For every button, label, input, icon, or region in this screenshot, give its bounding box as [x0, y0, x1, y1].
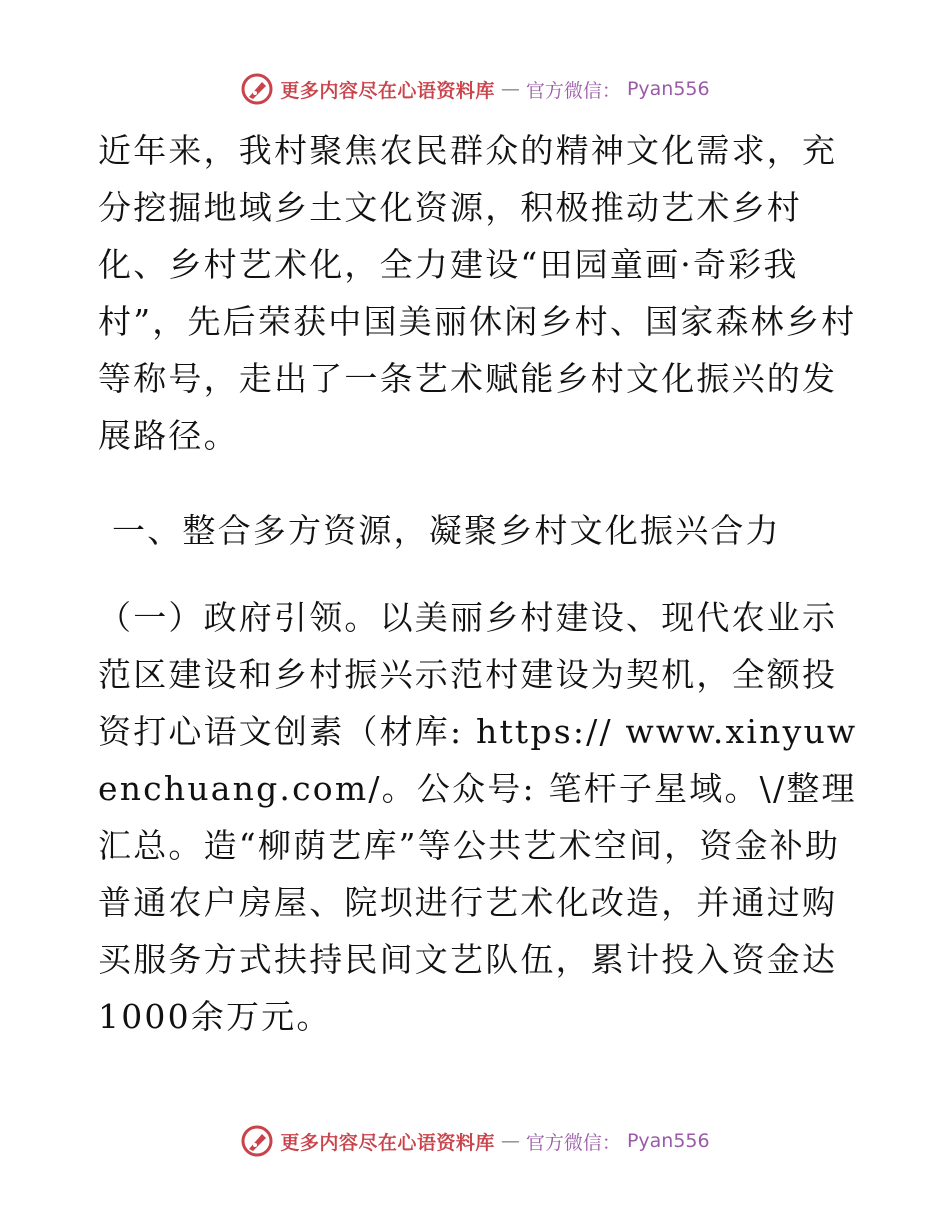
- watermark-wechat-label: 官方微信：: [525, 1131, 621, 1154]
- pen-nib-logo-icon: [240, 1124, 274, 1158]
- watermark-text: 更多内容尽在心语资料库: [280, 1131, 495, 1154]
- watermark-wechat-id: Pyan556: [626, 78, 710, 100]
- footer-watermark: [0, 1124, 950, 1158]
- watermark-text: 更多内容尽在心语资料库: [280, 79, 495, 102]
- watermark-dash: —: [500, 1130, 520, 1152]
- subsection-paragraph: （一）政府引领。以美丽乡村建设、现代农业示范区建设和乡村振兴示范村建设为契机，全额投资打心语文创素（材库: https:// www.xinyuwenchuang.com/。公众号: 笔杆子星域。\/整理汇总。造“柳荫艺库”等公共艺术空间，资金补助普通农户房屋、院坝进行艺术化改造，并通过购买服务方式扶持民间文艺队伍，累计投入资金达1000余万元。: [98, 598, 858, 1036]
- watermark-dash: —: [500, 78, 520, 100]
- header-watermark: [0, 72, 950, 106]
- watermark-wechat-id: Pyan556: [626, 1130, 710, 1152]
- watermark-wechat-label: 官方微信：: [525, 79, 621, 102]
- pen-nib-logo-icon: [240, 72, 274, 106]
- document-body: [98, 122, 858, 1045]
- intro-paragraph: 近年来，我村聚焦农民群众的精神文化需求，充分挖掘地域乡土文化资源，积极推动艺术乡村化、乡村艺术化，全力建设“田园童画·奇彩我村”，先后荣获中国美丽休闲乡村、国家森林乡村等称号，走出了一条艺术赋能乡村文化振兴的发展路径。: [98, 131, 857, 455]
- section-heading: 一、整合多方资源，凝聚乡村文化振兴合力: [112, 511, 781, 550]
